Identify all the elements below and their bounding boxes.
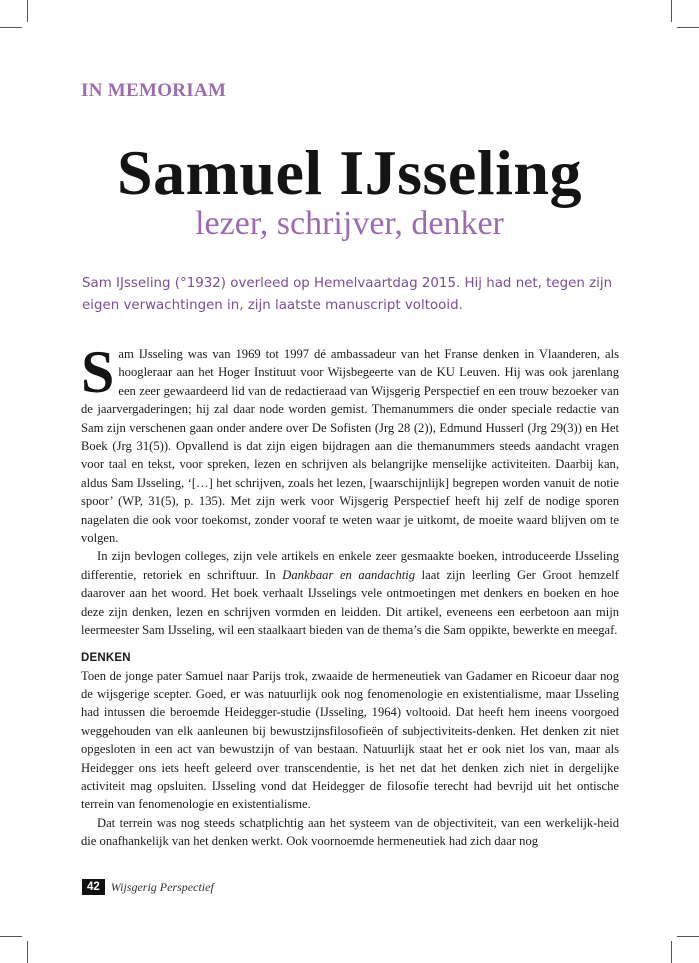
journal-name: Wijsgerig Perspectief <box>110 879 214 894</box>
paragraph-colleges <box>81 547 619 639</box>
article-body <box>81 339 619 851</box>
book-title: Dankbaar en aandachtig <box>282 567 416 582</box>
paragraph-denken: Toen de jonge pater Samuel naar Parijs trok, zwaaide de hermeneutiek van Gadamer en Ricoeur daar nog de wijsgerige scepter. Goed, er was natuurlijk ook nog fenomenologie en existentialisme, maar IJsseling had intussen die beroemde Heidegger-studie (IJsseling, 1964) voltooid. Dat heeft hem ineens voorgoed weggehouden van elk aanleunen bij bewustzijnsfilosofieën of subjectiviteits-denken. Het denken zit niet opgesloten in een act van bewustzijn of van bestaan. Natuurlijk staat het er ook niet los van, maar als Heidegger ons iets heeft geleerd over transcendentie, is het net dat het denken zich niet in dergelijke activiteit mag opsluiten. IJsseling vond dat Heidegger de filosofie terecht had bevrijd uit het ontische terrein van fenomenologie en existentialisme. <box>81 668 619 812</box>
page-footer <box>82 879 214 895</box>
article-title: Samuel IJsseling <box>117 137 582 208</box>
drop-cap: S <box>81 339 115 405</box>
crop-mark <box>27 0 28 22</box>
section-heading: DENKEN <box>81 651 131 664</box>
section-kicker: IN MEMORIAM <box>81 80 227 101</box>
paragraph-text: am IJsseling was van 1969 tot 1997 dé ambassadeur van het Franse denken in Vlaanderen, als hoogleraar aan het Hoger Instituut voor Wijsbegeerte van de KU Leuven. Hij was ook jarenlang een zeer gewaardeerd lid van de redactieraad van Wijsgerig Perspectief en een trouw bezoeker van de jaarvergaderingen; hij zal daar node worden gemist. Themanummers die onder speciale redactie van Sam zijn verschenen gaan onder andere over De Sofisten (Jrg 28 (2)), Edmund Husserl (Jrg 29(3)) en Het Boek (Jrg 31(5)). Opvallend is dat zijn eigen bijdragen aan die themanummers steeds aandacht vragen voor taal en tekst, voor spreken, lezen en schrijven als belangrijke menselijke activiteiten. Daarbij kan, aldus Sam IJsseling, ‘[…] het schrijven, zoals het lezen, [waarschijnlijk] begrepen worden vanuit de notie spoor’ (WP, 31(5), p. 135). Met zijn werk voor Wijsgerig Perspectief heeft hij zelf de nodige sporen nagelaten die ook voor toekomst, zonder vooraf te weten waar je uitkomt, de moeite waard blijven om te volgen. <box>81 347 619 546</box>
crop-mark <box>0 936 22 937</box>
paragraph-text: In zijn bevlogen colleges, zijn vele artikels en enkele zeer gesmaakte boeken, introduceerde IJsseling differentie, retoriek en schriftuur. In <box>81 549 619 582</box>
crop-mark <box>671 0 672 22</box>
article-lead: Sam IJsseling (°1932) overleed op Hemelvaartdag 2015. Hij had net, tegen zijn eigen verwachtingen in, zijn laatste manuscript voltooid. <box>82 276 613 313</box>
crop-mark <box>671 941 672 963</box>
crop-mark <box>0 27 22 28</box>
article-subtitle: lezer, schrijver, denker <box>195 205 504 242</box>
crop-mark <box>27 941 28 963</box>
paragraph-terrein: Dat terrein was nog steeds schatplichtig aan het systeem van de objectiviteit, van een werkelijk-heid die onafhankelijk van het denken werkt. Ook voornoemde hermeneutiek had zich daar nog <box>81 815 619 849</box>
crop-mark <box>677 936 699 937</box>
crop-mark <box>677 27 699 28</box>
page-number: 42 <box>82 879 105 895</box>
paragraph-intro <box>81 339 619 547</box>
paragraph-text: laat zijn leerling Ger Groot hemzelf daarover aan het woord. Het boek verhaalt IJsselings vele ontmoetingen met denkers en boeken en hoe deze zijn denken, lezen en schrijven vormden en leidden. Dit artikel, eveneens een eerbetoon aan mijn leermeester Sam IJsseling, wil een staalkaart bieden van de thema’s die Sam oppikte, bewerkte en meegaf. <box>81 567 619 638</box>
